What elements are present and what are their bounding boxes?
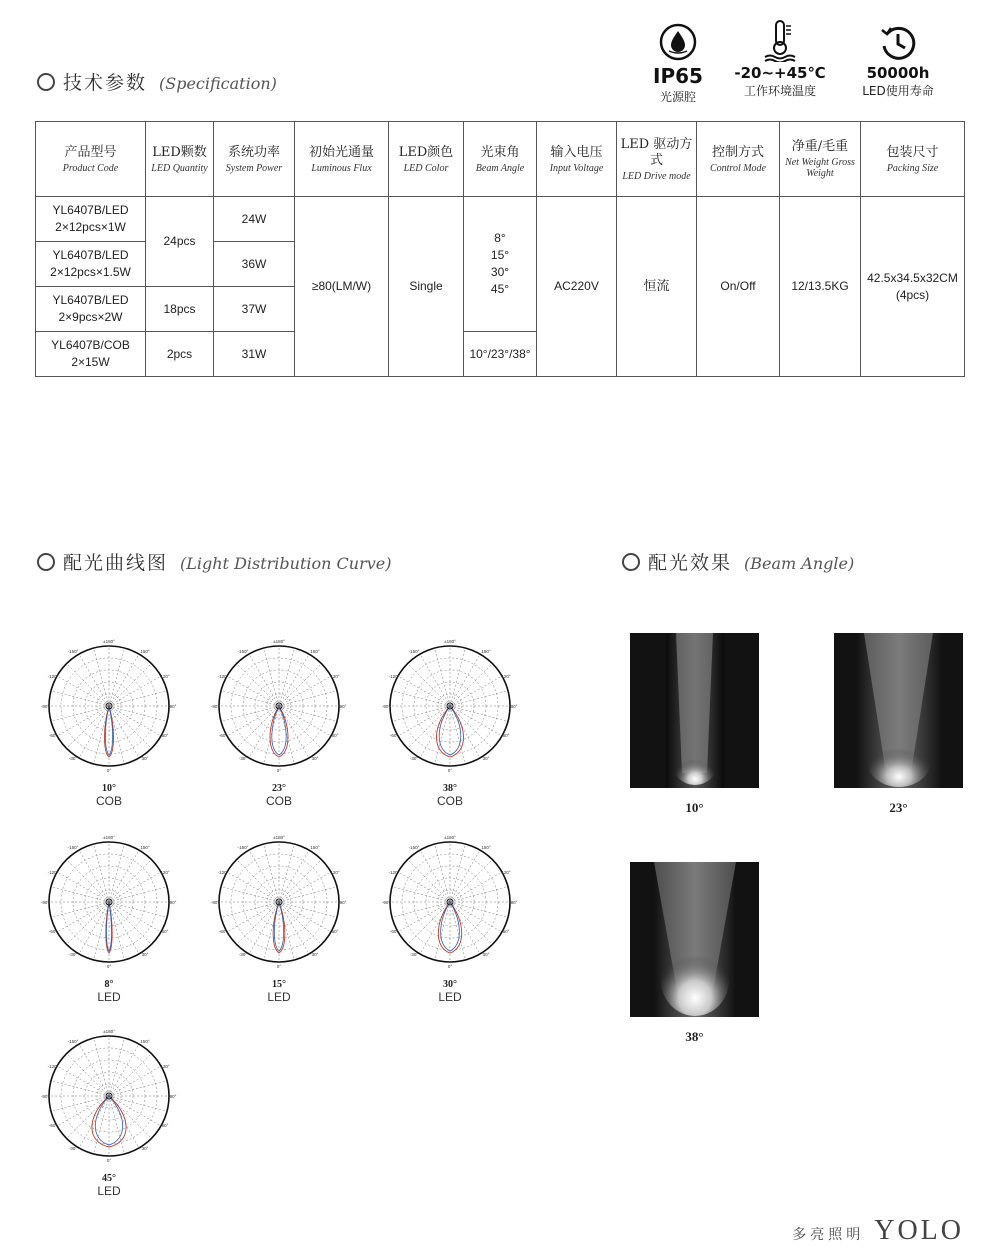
polar-grid-spoke [279,902,331,932]
polar-grid-spoke [434,648,450,706]
polar-axis-label: -30° [238,756,248,761]
beam-image [630,862,759,1017]
polar-axis-label: 60° [161,733,169,738]
cell-drive-mode: 恒流 [617,197,697,377]
polar-grid-spoke [221,902,279,918]
polar-grid-spoke [109,860,151,902]
polar-axis-label: -90° [381,704,391,709]
beam-effect [834,633,963,816]
polar-grid-spoke [51,1080,109,1096]
polar-grid-spoke [408,902,450,944]
polar-grid-spoke [450,902,502,932]
polar-grid-spoke [450,886,508,902]
polar-axis-label: -120° [388,870,400,875]
polar-chart [39,832,179,1004]
polar-grid-spoke [279,706,337,722]
polar-grid-spoke [109,902,167,918]
circle-bullet-icon [622,553,640,571]
polar-grid-spoke [249,654,279,706]
polar-axis-label: 150° [140,649,150,654]
polar-axis-label: 120° [501,870,511,875]
polar-grid-spoke [279,706,331,736]
polar-grid-spoke [398,872,450,902]
polar-axis-label: 0° [106,1158,112,1163]
polar-angle-label: 15° [272,979,286,990]
polar-axis-label: -60° [218,733,228,738]
feature-temperature-label: 工作环境温度 [743,84,816,98]
spec-title-zh: 技术参数 [63,72,148,94]
polar-axis-label: 30° [141,952,149,957]
polar-grid-spoke [450,872,502,902]
polar-axis-label: -150° [237,845,249,850]
polar-grid-spoke [57,872,109,902]
polar-grid-spoke [109,648,125,706]
polar-axis-label: -30° [409,756,419,761]
polar-axis-label: -90° [40,900,50,905]
polar-grid-spoke [279,654,309,706]
polar-type-label: COB [95,794,122,808]
polar-axis-label: 0° [276,768,282,773]
polar-diagram [380,636,520,776]
cell-led-quantity: 24pcs [146,197,214,287]
table-row [36,197,965,242]
polar-chart [209,636,349,808]
polar-grid-spoke [279,860,321,902]
polar-axis-label: -30° [68,1146,78,1151]
polar-axis-label: 30° [311,756,319,761]
polar-axis-label: -150° [67,845,79,850]
polar-axis-label: 150° [310,845,320,850]
polar-grid-spoke [109,654,139,706]
polar-axis-label: 90° [510,900,518,905]
polar-grid-spoke [434,844,450,902]
polar-grid-spoke [279,664,321,706]
beam-section-title [622,548,854,575]
feature-ip65-label: 光源腔 [659,90,696,104]
polar-axis-label: 90° [169,900,177,905]
curve-title-en: (Light Distribution Curve) [180,554,392,573]
polar-axis-label: -90° [40,1094,50,1099]
polar-grid-spoke [109,902,161,932]
polar-axis-label: ±180° [444,835,456,840]
polar-axis-label: 30° [482,952,490,957]
header-input-voltage: 输入电压 Input Voltage [537,122,617,197]
polar-grid-spoke [51,1096,109,1112]
polar-angle-label: 45° [102,1173,116,1184]
polar-grid-spoke [109,844,125,902]
feature-lifetime-label: LED使用寿命 [862,84,934,98]
polar-grid-spoke [263,844,279,902]
cell-product-code: YL6407B/LED 2×12pcs×1.5W [36,242,146,287]
polar-grid-spoke [237,902,279,944]
polar-grid-spoke [109,706,167,722]
polar-grid-spoke [109,1080,167,1096]
polar-grid-spoke [109,902,139,954]
polar-axis-label: ±180° [273,835,285,840]
polar-axis-label: 90° [169,1094,177,1099]
cell-led-quantity: 2pcs [146,332,214,377]
polar-grid-spoke [408,706,450,748]
polar-chart [39,1026,179,1198]
polar-type-label: LED [438,990,462,1004]
polar-axis-label: -150° [237,649,249,654]
header-product-code: 产品型号 Product Code [36,122,146,197]
polar-grid-spoke [109,706,161,736]
header-weight: 净重/毛重 Net Weight Gross Weight [780,122,861,197]
polar-axis-label: -60° [389,929,399,934]
polar-chart [209,832,349,1004]
polar-grid-spoke [109,1054,151,1096]
polar-grid-spoke [392,690,450,706]
polar-axis-label: -150° [67,1039,79,1044]
polar-grid-spoke [79,902,109,954]
polar-grid-spoke [109,1066,161,1096]
polar-axis-label: 60° [502,733,510,738]
polar-type-label: LED [97,990,121,1004]
polar-axis-label: -90° [40,704,50,709]
polar-type-label: LED [267,990,291,1004]
polar-grid-spoke [450,690,508,706]
polar-axis-label: ±180° [273,639,285,644]
polar-grid-spoke [93,648,109,706]
polar-diagram [209,636,349,776]
polar-axis-label: -150° [408,649,420,654]
polar-axis-label: 150° [481,845,491,850]
feature-ip65 [638,22,718,105]
polar-diagram [39,832,179,972]
polar-grid-spoke [450,648,466,706]
spec-section-title [37,68,277,95]
polar-grid-spoke [279,676,331,706]
polar-grid-spoke [279,902,321,944]
thermometer-icon [760,18,800,62]
polar-grid-spoke [57,1066,109,1096]
clock-icon [879,24,917,62]
polar-diagram [209,832,349,972]
polar-grid-spoke [109,690,167,706]
polar-axis-label: 30° [482,756,490,761]
polar-grid-spoke [279,886,337,902]
polar-axis-label: -30° [68,952,78,957]
polar-axis-label: 30° [311,952,319,957]
beam-angle-label: 23° [889,800,908,815]
polar-axis-label: 120° [330,870,340,875]
water-drop-icon [658,22,698,62]
polar-grid-spoke [109,886,167,902]
header-packing-size: 包装尺寸 Packing Size [861,122,965,197]
polar-axis-label: 90° [339,900,347,905]
polar-grid-spoke [67,1054,109,1096]
header-led-color: LED颜色 LED Color [389,122,464,197]
polar-diagram [39,1026,179,1166]
polar-type-label: COB [436,794,463,808]
polar-grid-spoke [392,886,450,902]
polar-grid-spoke [279,872,331,902]
polar-axis-label: -150° [408,845,420,850]
polar-axis-label: 150° [140,845,150,850]
polar-axis-label: -120° [217,870,229,875]
header-beam-angle: 光束角 Beam Angle [464,122,537,197]
polar-axis-label: 0° [447,964,453,969]
cell-product-code: YL6407B/COB 2×15W [36,332,146,377]
polar-grid-spoke [109,664,151,706]
polar-grid-spoke [57,1096,109,1126]
polar-axis-label: 150° [140,1039,150,1044]
polar-axis-label: -60° [218,929,228,934]
polar-grid-spoke [227,706,279,736]
spec-title-en: (Specification) [159,74,277,93]
polar-grid-spoke [398,676,450,706]
circle-bullet-icon [37,73,55,91]
polar-axis-label: 60° [331,733,339,738]
polar-axis-label: -120° [388,674,400,679]
polar-axis-label: ±180° [103,835,115,840]
polar-grid-spoke [279,648,295,706]
cell-beam-angle-cob: 10°/23°/38° [464,332,537,377]
polar-angle-label: 10° [102,783,116,794]
polar-grid-spoke [57,706,109,736]
spec-table [35,121,965,377]
polar-axis-label: 120° [160,1064,170,1069]
polar-axis-label: -120° [47,1064,59,1069]
polar-grid-spoke [450,844,466,902]
cell-weight: 12/13.5KG [780,197,861,377]
polar-axis-label: -60° [389,733,399,738]
curve-section-title [37,548,391,575]
polar-axis-label: -90° [210,704,220,709]
polar-grid-spoke [227,872,279,902]
cell-system-power: 37W [214,287,295,332]
polar-grid-spoke [109,902,151,944]
polar-grid-spoke [109,1096,161,1126]
polar-axis-label: 60° [161,929,169,934]
polar-axis-label: 150° [310,649,320,654]
cell-input-voltage: AC220V [537,197,617,377]
polar-axis-label: -90° [210,900,220,905]
cell-led-quantity: 18pcs [146,287,214,332]
cell-system-power: 31W [214,332,295,377]
polar-grid-spoke [420,850,450,902]
polar-axis-label: 120° [330,674,340,679]
cell-system-power: 36W [214,242,295,287]
polar-grid-spoke [67,664,109,706]
header-luminous-flux: 初始光通量 Luminous Flux [295,122,389,197]
polar-axis-label: 30° [141,756,149,761]
polar-chart [39,636,179,808]
polar-axis-label: 0° [106,768,112,773]
polar-axis-label: -120° [47,674,59,679]
polar-axis-label: -120° [47,870,59,875]
polar-grid-spoke [79,1096,109,1148]
polar-angle-label: 23° [272,783,286,794]
polar-axis-label: -90° [381,900,391,905]
polar-grid-spoke [57,902,109,932]
polar-axis-label: -30° [68,756,78,761]
polar-grid-spoke [79,850,109,902]
polar-axis-label: -120° [217,674,229,679]
beam-image [630,633,759,788]
polar-grid-spoke [434,902,450,960]
cell-packing-size: 42.5x34.5x32CM (4pcs) [861,197,965,377]
beam-title-en: (Beam Angle) [744,554,855,573]
polar-axis-label: ±180° [444,639,456,644]
polar-axis-label: 120° [160,870,170,875]
polar-grid-spoke [109,706,151,748]
polar-axis-label: 150° [481,649,491,654]
polar-grid-spoke [109,850,139,902]
polar-grid-spoke [279,902,337,918]
polar-grid-spoke [221,706,279,722]
polar-grid-spoke [450,676,502,706]
cell-beam-angle-led: 8° 15° 30° 45° [464,197,537,332]
polar-axis-label: 90° [169,704,177,709]
polar-axis-label: 60° [331,929,339,934]
polar-angle-label: 30° [443,979,457,990]
beam-angle-label: 10° [685,800,704,815]
footer-logo: YOLO [874,1215,964,1246]
polar-grid-spoke [450,850,480,902]
polar-type-label: LED [97,1184,121,1198]
polar-grid-spoke [67,902,109,944]
feature-temperature [730,18,830,99]
polar-grid-spoke [51,886,109,902]
polar-grid-spoke [67,706,109,748]
beam-title-zh: 配光效果 [648,552,733,574]
footer-brand-zh: 多亮照明 [792,1227,865,1243]
polar-grid-spoke [79,1044,109,1096]
polar-angle-label: 8° [104,979,114,990]
polar-grid-spoke [109,1096,139,1148]
polar-grid-spoke [279,844,295,902]
polar-grid-spoke [263,648,279,706]
polar-axis-label: ±180° [103,1029,115,1034]
footer-brand [792,1215,964,1247]
polar-grid-spoke [450,664,492,706]
polar-grid-spoke [398,902,450,932]
polar-grid-spoke [51,902,109,918]
polar-axis-label: 90° [339,704,347,709]
polar-grid-spoke [57,676,109,706]
polar-grid-spoke [279,850,309,902]
polar-grid-spoke [109,1044,139,1096]
polar-grid-spoke [227,676,279,706]
polar-grid-spoke [221,886,279,902]
polar-grid-spoke [420,654,450,706]
polar-axis-label: -60° [48,929,58,934]
polar-grid-spoke [237,664,279,706]
cell-product-code: YL6407B/LED 2×12pcs×1W [36,197,146,242]
beam-effect [630,633,759,816]
polar-grid-spoke [109,872,161,902]
polar-grid-spoke [408,664,450,706]
polar-axis-label: ±180° [103,639,115,644]
header-control-mode: 控制方式 Control Mode [697,122,780,197]
beam-effect [630,862,759,1045]
feature-ip65-value: IP65 [653,64,703,88]
polar-grid-spoke [67,860,109,902]
polar-chart [380,832,520,1004]
polar-axis-label: 120° [160,674,170,679]
polar-grid-spoke [93,1038,109,1096]
polar-axis-label: -30° [238,952,248,957]
polar-grid-spoke [450,902,492,944]
polar-grid-spoke [79,654,109,706]
polar-grid-spoke [227,902,279,932]
header-system-power: 系统功率 System Power [214,122,295,197]
header-drive-mode: LED 驱动方式 LED Drive mode [617,122,697,197]
circle-bullet-icon [37,553,55,571]
cell-system-power: 24W [214,197,295,242]
polar-grid-spoke [109,1096,167,1112]
polar-axis-label: 0° [276,964,282,969]
polar-axis-label: -150° [67,649,79,654]
curve-title-zh: 配光曲线图 [63,552,169,574]
cell-control-mode: On/Off [697,197,780,377]
polar-diagram [39,636,179,776]
polar-grid-spoke [249,850,279,902]
polar-grid-spoke [450,860,492,902]
polar-grid-spoke [450,902,466,960]
polar-chart [380,636,520,808]
polar-axis-label: 30° [141,1146,149,1151]
polar-grid-spoke [392,902,450,918]
polar-axis-label: 0° [447,768,453,773]
polar-angle-label: 38° [443,783,457,794]
feature-lifetime-value: 50000h [866,64,930,82]
polar-grid-spoke [93,844,109,902]
polar-axis-label: -60° [48,1123,58,1128]
cell-luminous-flux: ≥80(LM/W) [295,197,389,377]
beam-angle-label: 38° [685,1029,704,1044]
polar-axis-label: -60° [48,733,58,738]
polar-grid-spoke [109,676,161,706]
cell-led-color: Single [389,197,464,377]
polar-axis-label: -30° [409,952,419,957]
polar-grid-spoke [221,690,279,706]
polar-grid-spoke [450,654,480,706]
polar-type-label: COB [265,794,292,808]
polar-axis-label: 60° [161,1123,169,1128]
cell-product-code: YL6407B/LED 2×9pcs×2W [36,287,146,332]
feature-lifetime [850,24,946,99]
polar-grid-spoke [237,860,279,902]
polar-grid-spoke [51,690,109,706]
polar-axis-label: 0° [106,964,112,969]
polar-grid-spoke [408,860,450,902]
beam-image [834,633,963,788]
polar-axis-label: 120° [501,674,511,679]
polar-axis-label: 60° [502,929,510,934]
polar-grid-spoke [279,690,337,706]
polar-axis-label: 90° [510,704,518,709]
polar-diagram [380,832,520,972]
header-led-quantity: LED颗数 LED Quantity [146,122,214,197]
feature-temperature-value: -20~+45℃ [734,64,826,82]
polar-grid-spoke [109,1038,125,1096]
table-header-row [36,122,965,197]
polar-grid-spoke [450,902,508,918]
polar-grid-spoke [51,706,109,722]
polar-grid-spoke [450,706,492,748]
